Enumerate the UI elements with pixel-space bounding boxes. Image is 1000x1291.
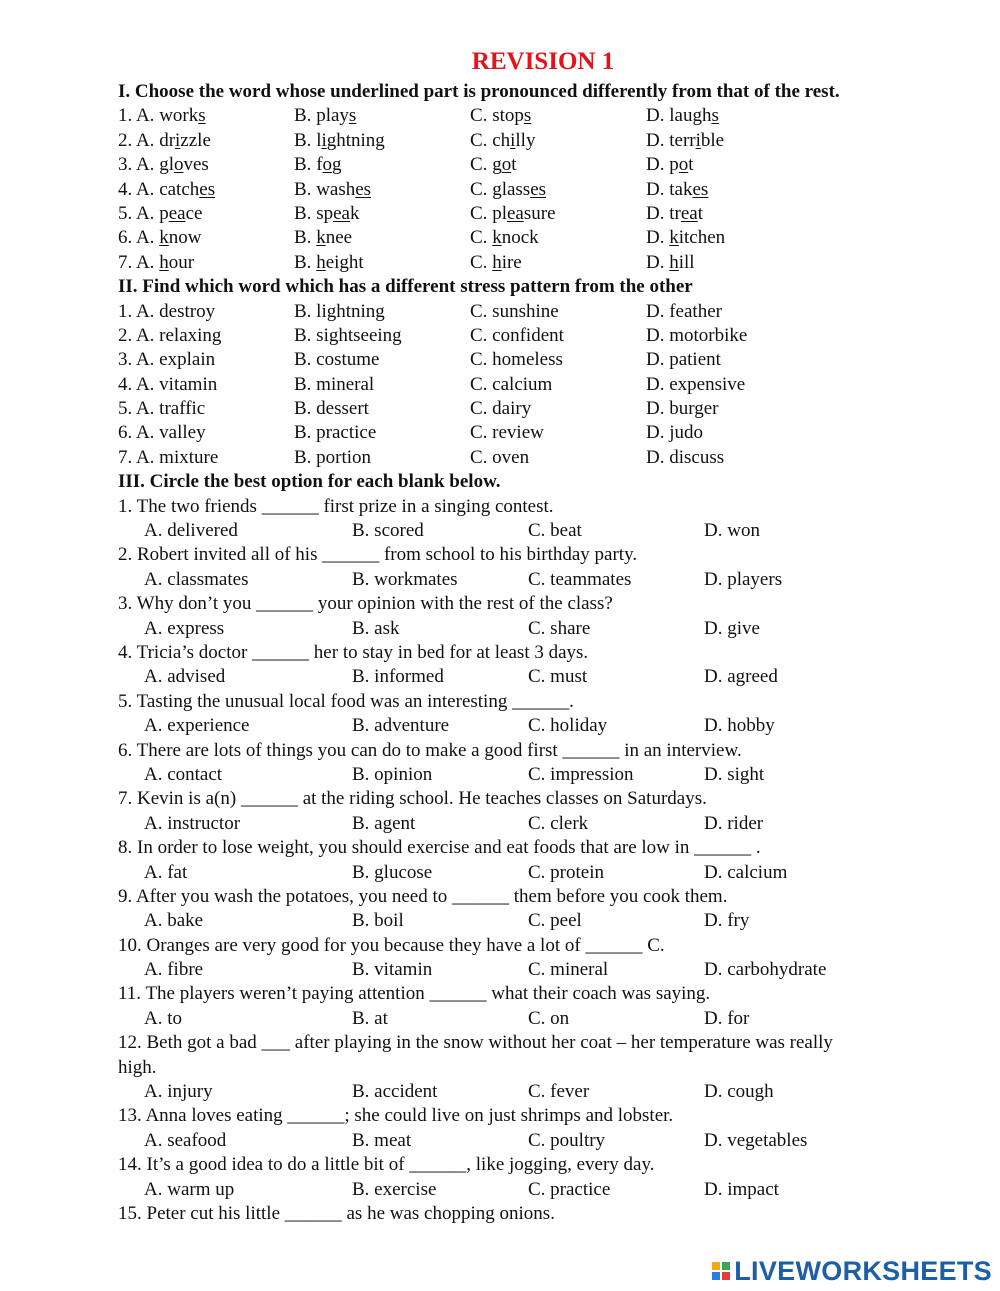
- answer-option: C. poultry: [528, 1129, 606, 1151]
- answer-option: D. fry: [704, 910, 750, 932]
- answer-option: C. beat: [528, 520, 582, 542]
- answer-option: C. peel: [528, 910, 582, 932]
- underlined-part: i: [510, 129, 516, 151]
- stress-item: [118, 348, 978, 372]
- answer-option: C. practice: [528, 1178, 611, 1200]
- option-label: C.: [470, 227, 493, 249]
- answer-option: C. must: [528, 666, 588, 688]
- option-label: B.: [294, 251, 317, 273]
- word-part: ves: [183, 154, 209, 176]
- pronunciation-option: [294, 226, 352, 250]
- pronunciation-option: [118, 226, 201, 250]
- stress-option: B. mineral: [294, 373, 375, 395]
- section-3-items: [118, 495, 978, 1227]
- word-part: g: [492, 154, 502, 176]
- answer-option: A. seafood: [144, 1129, 227, 1151]
- underlined-part: k: [492, 227, 502, 249]
- underlined-part: ea: [333, 202, 350, 224]
- answer-option: A. advised: [144, 666, 226, 688]
- answer-option: A. injury: [144, 1081, 213, 1103]
- section-1-heading: I. Choose the word whose underlined part is pronounced differently from that of the rest.: [118, 81, 840, 102]
- pronunciation-option: [470, 202, 556, 226]
- word-part: wash: [316, 178, 356, 200]
- pronunciation-option: [118, 129, 211, 153]
- question-text: 6. There are lots of things you can do to make a good first ______ in an interview.: [118, 739, 742, 761]
- pronunciation-option: [646, 226, 725, 250]
- question-options: [118, 665, 978, 689]
- option-label: B.: [294, 202, 317, 224]
- question-text: 9. After you wash the potatoes, you need to ______ them before you cook them.: [118, 885, 728, 907]
- option-label: B.: [294, 227, 317, 249]
- question-text: 4. Tricia’s doctor ______ her to stay in bed for at least 3 days.: [118, 641, 589, 663]
- answer-option: B. at: [352, 1007, 388, 1029]
- underlined-part: ea: [680, 202, 698, 224]
- underlined-part: es: [355, 178, 372, 200]
- option-label: C.: [470, 129, 493, 151]
- page-title: REVISION 1: [471, 48, 615, 75]
- stress-option: D. judo: [646, 422, 703, 444]
- stress-option: D. burger: [646, 398, 719, 420]
- word-part: nee: [325, 227, 353, 249]
- stress-option: B. portion: [294, 446, 372, 468]
- pronunciation-option: [118, 153, 209, 177]
- pronunciation-item: [118, 129, 978, 153]
- underlined-part: o: [173, 154, 184, 176]
- word-part: ce: [185, 202, 203, 224]
- question-options: [118, 958, 978, 982]
- stress-option: 7. A. mixture: [118, 446, 219, 468]
- underlined-part: s: [523, 105, 532, 127]
- underlined-part: ea: [506, 202, 524, 224]
- answer-option: D. rider: [704, 812, 764, 834]
- answer-option: C. holiday: [528, 715, 608, 737]
- word-part: pl: [492, 202, 507, 224]
- stress-option: B. dessert: [294, 398, 369, 420]
- section-1-items: [118, 104, 978, 275]
- pronunciation-option: [470, 251, 522, 275]
- word-part: ire: [501, 251, 522, 273]
- underlined-part: i: [175, 129, 181, 151]
- answer-option: B. vitamin: [352, 959, 433, 981]
- question-text: 8. In order to lose weight, you should exercise and eat foods that are low in ______ .: [118, 837, 761, 859]
- answer-option: A. fibre: [144, 959, 204, 981]
- pronunciation-item: [118, 178, 978, 202]
- answer-option: B. accident: [352, 1081, 438, 1103]
- underlined-part: es: [199, 178, 216, 200]
- pronunciation-option: [470, 129, 535, 153]
- answer-option: C. protein: [528, 861, 604, 883]
- question-options: [118, 519, 978, 543]
- option-label: 1. A.: [118, 105, 160, 127]
- answer-option: D. impact: [704, 1178, 779, 1200]
- word-part: laugh: [669, 105, 712, 127]
- option-label: 2. A.: [118, 129, 160, 151]
- option-label: B.: [294, 178, 317, 200]
- word-part: itchen: [678, 227, 726, 249]
- pronunciation-option: [470, 153, 516, 177]
- word-part: play: [316, 105, 349, 127]
- word-part: sp: [316, 202, 334, 224]
- stress-option: C. sunshine: [470, 300, 559, 322]
- word-part: nock: [501, 227, 539, 249]
- question-options: [118, 1080, 978, 1104]
- pronunciation-item: [118, 104, 978, 128]
- word-part: eight: [325, 251, 364, 273]
- stress-option: B. sightseeing: [294, 324, 402, 346]
- question-text: 2. Robert invited all of his ______ from school to his birthday party.: [118, 544, 638, 566]
- word-part: our: [168, 251, 195, 273]
- worksheet: [118, 44, 978, 1226]
- option-label: D.: [646, 105, 670, 127]
- stress-option: B. costume: [294, 349, 380, 371]
- option-label: 6. A.: [118, 227, 160, 249]
- question-options: [118, 568, 978, 592]
- underlined-part: s: [711, 105, 719, 127]
- option-label: 4. A.: [118, 178, 160, 200]
- stress-option: C. calcium: [470, 373, 553, 395]
- answer-option: C. share: [528, 617, 591, 639]
- underlined-part: s: [348, 105, 357, 127]
- answer-option: D. calcium: [704, 861, 788, 883]
- pronunciation-option: [646, 153, 694, 177]
- answer-option: B. glucose: [352, 861, 433, 883]
- pronunciation-item: [118, 153, 978, 177]
- question-text: 12. Beth got a bad ___ after playing in the snow without her coat – her temperature was really high.: [118, 1032, 833, 1078]
- stress-option: C. oven: [470, 446, 530, 468]
- answer-option: B. boil: [352, 910, 404, 932]
- option-label: D.: [646, 154, 670, 176]
- option-label: 7. A.: [118, 251, 160, 273]
- word-part: lly: [515, 129, 536, 151]
- question-options: [118, 861, 978, 885]
- answer-option: D. for: [704, 1007, 750, 1029]
- underlined-part: o: [678, 154, 689, 176]
- pronunciation-option: [118, 202, 202, 226]
- answer-option: C. fever: [528, 1081, 590, 1103]
- answer-option: B. exercise: [352, 1178, 437, 1200]
- word-part: ill: [678, 251, 695, 273]
- underlined-part: es: [530, 178, 547, 200]
- option-label: C.: [470, 105, 493, 127]
- answer-option: B. workmates: [352, 568, 458, 590]
- underlined-part: s: [198, 105, 206, 127]
- stress-item: [118, 324, 978, 348]
- answer-option: A. express: [144, 617, 225, 639]
- stress-option: B. lightning: [294, 300, 385, 322]
- question-text: 3. Why don’t you ______ your opinion with the rest of the class?: [118, 593, 613, 615]
- answer-option: A. contact: [144, 763, 223, 785]
- word-part: terr: [669, 129, 696, 151]
- question-options: [118, 617, 978, 641]
- answer-option: D. carbohydrate: [704, 959, 827, 981]
- stress-item: [118, 300, 978, 324]
- answer-option: B. agent: [352, 812, 416, 834]
- answer-option: A. fat: [144, 861, 188, 883]
- pronunciation-option: [294, 153, 342, 177]
- option-label: D.: [646, 178, 670, 200]
- question-options: [118, 909, 978, 933]
- stress-option: C. confident: [470, 324, 564, 346]
- stress-item: [118, 397, 978, 421]
- underlined-part: es: [692, 178, 709, 200]
- option-label: D.: [646, 129, 670, 151]
- option-label: B.: [294, 105, 317, 127]
- word-part: ble: [700, 129, 725, 151]
- answer-option: D. agreed: [704, 666, 778, 688]
- pronunciation-option: [118, 104, 206, 128]
- liveworksheets-logo-icon: [712, 1262, 730, 1280]
- pronunciation-option: [294, 104, 356, 128]
- pronunciation-item: [118, 202, 978, 226]
- pronunciation-option: [470, 226, 539, 250]
- question-options: [118, 1129, 978, 1153]
- stress-option: D. motorbike: [646, 324, 748, 346]
- question-options: [118, 1007, 978, 1031]
- question-text: 7. Kevin is a(n) ______ at the riding school. He teaches classes on Saturdays.: [118, 788, 707, 810]
- question-options: [118, 1178, 978, 1202]
- answer-option: D. won: [704, 520, 760, 542]
- question-text: 10. Oranges are very good for you because they have a lot of ______ C.: [118, 934, 665, 956]
- word-part: ch: [492, 129, 511, 151]
- section-3-heading: III. Circle the best option for each blank below.: [118, 471, 501, 493]
- pronunciation-option: [646, 178, 708, 202]
- answer-option: C. mineral: [528, 959, 609, 981]
- underlined-part: h: [159, 251, 169, 273]
- option-label: C.: [470, 202, 493, 224]
- answer-option: A. delivered: [144, 520, 238, 542]
- answer-option: C. teammates: [528, 568, 632, 590]
- pronunciation-option: [646, 251, 695, 275]
- answer-option: A. classmates: [144, 568, 249, 590]
- pronunciation-option: [294, 178, 371, 202]
- answer-option: B. opinion: [352, 763, 433, 785]
- answer-option: B. adventure: [352, 715, 450, 737]
- underlined-part: h: [492, 251, 502, 273]
- stress-option: 4. A. vitamin: [118, 373, 218, 395]
- liveworksheets-footer: [712, 1256, 992, 1286]
- underlined-part: o: [501, 154, 512, 176]
- word-part: l: [316, 129, 322, 151]
- answer-option: B. meat: [352, 1129, 412, 1151]
- option-label: B.: [294, 129, 317, 151]
- word-part: tr: [669, 202, 681, 224]
- pronunciation-option: [294, 129, 385, 153]
- option-label: B.: [294, 154, 317, 176]
- word-part: zzle: [180, 129, 211, 151]
- word-part: tak: [669, 178, 693, 200]
- answer-option: D. sight: [704, 763, 765, 785]
- answer-option: A. warm up: [144, 1178, 235, 1200]
- question-text: 1. The two friends ______ first prize in a singing contest.: [118, 495, 554, 517]
- question-options: [118, 812, 978, 836]
- question-text: 5. Tasting the unusual local food was an interesting ______.: [118, 690, 574, 712]
- word-part: sure: [523, 202, 556, 224]
- underlined-part: i: [321, 129, 327, 151]
- stress-option: 1. A. destroy: [118, 300, 216, 322]
- word-part: dr: [159, 129, 176, 151]
- option-label: C.: [470, 251, 493, 273]
- pronunciation-option: [646, 202, 703, 226]
- answer-option: D. vegetables: [704, 1129, 808, 1151]
- stress-option: D. patient: [646, 349, 721, 371]
- word-part: t: [697, 202, 703, 224]
- section-2-heading: II. Find which word which has a different stress pattern from the other: [118, 276, 693, 298]
- option-label: C.: [470, 154, 493, 176]
- word-part: p: [159, 202, 169, 224]
- option-label: 5. A.: [118, 202, 160, 224]
- word-part: t: [511, 154, 517, 176]
- stress-item: [118, 421, 978, 445]
- underlined-part: o: [322, 154, 333, 176]
- answer-option: D. players: [704, 568, 783, 590]
- stress-option: B. practice: [294, 422, 377, 444]
- pronunciation-option: [646, 129, 724, 153]
- option-label: 3. A.: [118, 154, 160, 176]
- answer-option: D. cough: [704, 1081, 774, 1103]
- question-options: [118, 714, 978, 738]
- question-text: 15. Peter cut his little ______ as he was chopping onions.: [118, 1203, 555, 1224]
- stress-option: C. homeless: [470, 349, 563, 371]
- question-text: 14. It’s a good idea to do a little bit of ______, like jogging, every day.: [118, 1154, 655, 1176]
- answer-option: A. to: [144, 1007, 182, 1029]
- pronunciation-option: [470, 104, 531, 128]
- answer-option: A. experience: [144, 715, 250, 737]
- option-label: C.: [470, 178, 493, 200]
- logo-text: LIVEWORKSHEETS: [734, 1255, 992, 1286]
- word-part: f: [316, 154, 323, 176]
- word-part: catch: [159, 178, 200, 200]
- underlined-part: k: [316, 227, 326, 249]
- word-part: gl: [159, 154, 174, 176]
- section-2-items: [118, 300, 978, 471]
- question-options: [118, 763, 978, 787]
- stress-item: [118, 446, 978, 470]
- stress-option: D. discuss: [646, 446, 725, 468]
- stress-option: D. feather: [646, 300, 722, 322]
- option-label: D.: [646, 251, 670, 273]
- stress-option: C. review: [470, 422, 544, 444]
- word-part: g: [332, 154, 342, 176]
- pronunciation-item: [118, 251, 978, 275]
- underlined-part: ea: [168, 202, 186, 224]
- underlined-part: h: [669, 251, 679, 273]
- pronunciation-option: [646, 104, 719, 128]
- option-label: D.: [646, 227, 670, 249]
- underlined-part: i: [695, 129, 701, 151]
- word-part: k: [349, 202, 360, 224]
- answer-option: C. clerk: [528, 812, 589, 834]
- pronunciation-option: [294, 251, 364, 275]
- word-part: work: [159, 105, 199, 127]
- answer-option: A. bake: [144, 910, 204, 932]
- answer-option: C. impression: [528, 763, 634, 785]
- question-text: 13. Anna loves eating ______; she could live on just shrimps and lobster.: [118, 1105, 674, 1127]
- pronunciation-option: [294, 202, 359, 226]
- stress-item: [118, 373, 978, 397]
- answer-option: B. scored: [352, 520, 424, 542]
- stress-option: C. dairy: [470, 398, 532, 420]
- underlined-part: h: [316, 251, 326, 273]
- pronunciation-option: [118, 178, 215, 202]
- pronunciation-option: [470, 178, 546, 202]
- stress-option: 3. A. explain: [118, 349, 216, 371]
- word-part: stop: [492, 105, 524, 127]
- word-part: t: [688, 154, 694, 176]
- answer-option: D. give: [704, 617, 760, 639]
- stress-option: 6. A. valley: [118, 422, 206, 444]
- answer-option: D. hobby: [704, 715, 775, 737]
- stress-option: 5. A. traffic: [118, 398, 206, 420]
- underlined-part: k: [669, 227, 679, 249]
- stress-option: D. expensive: [646, 373, 746, 395]
- word-part: p: [669, 154, 679, 176]
- underlined-part: k: [159, 227, 169, 249]
- pronunciation-item: [118, 226, 978, 250]
- word-part: glass: [492, 178, 531, 200]
- word-part: ghtning: [326, 129, 385, 151]
- question-text: 11. The players weren’t paying attention ______ what their coach was saying.: [118, 983, 711, 1005]
- stress-option: 2. A. relaxing: [118, 324, 222, 346]
- answer-option: C. on: [528, 1007, 570, 1029]
- option-label: D.: [646, 202, 670, 224]
- answer-option: B. ask: [352, 617, 400, 639]
- pronunciation-option: [118, 251, 194, 275]
- answer-option: A. instructor: [144, 812, 241, 834]
- word-part: now: [168, 227, 202, 249]
- answer-option: B. informed: [352, 666, 444, 688]
